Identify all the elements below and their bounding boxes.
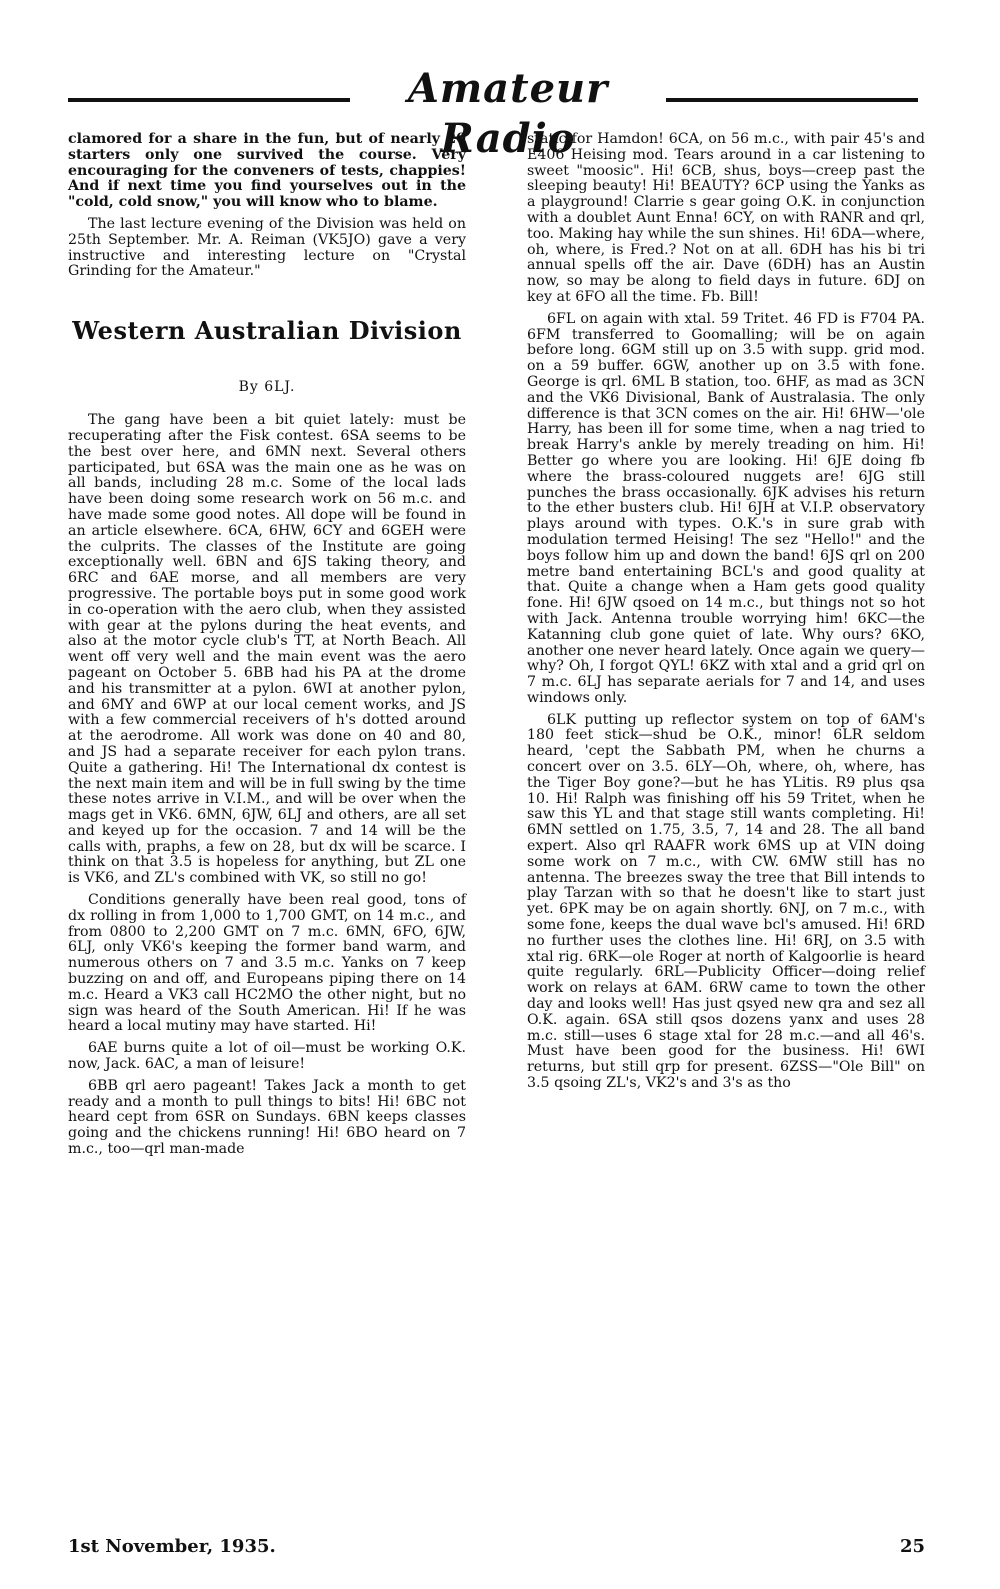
masthead [68,62,918,162]
section-heading: Western Australian Division [72,316,462,346]
lecture-paragraph: The last lecture evening of the Division was held on 25th September. Mr. A. Reiman (VK5JO) gave a very instructive and interesting lecture on "Crystal Grinding for the Amateur." [68,215,466,280]
article-paragraph: Conditions generally have been real good, tons of dx rolling in from 1,000 to 1,700 GMT, on 14 m.c., and from 0800 to 2,200 GMT on 7 m.c. 6MN, 6FO, 6JW, 6LJ, only VK6's keeping the former band warm, and numerous others on 7 and 3.5 m.c. Yanks on 7 keep buzzing on and off, and Europeans piping there on 14 m.c. Heard a VK3 call HC2MO the other night, but no sign was heard of the South American. Hi! If he was heard a local mutiny may have started. Hi! [68,892,466,1035]
article-paragraph: 6LK putting up reflector system on top of 6AM's 180 feet stick—shud be O.K., minor! 6LR seldom heard, 'cept the Sabbath PM, when he churns a concert over on 3.5. 6LY—Oh, where, oh, where, has the Tiger Boy gone?—but he has YLitis. R9 plus qsa 10. Hi! Ralph was finishing off his 59 Tritet, when he saw this YL and that stage still wants completing. Hi! 6MN settled on 1.75, 3.5, 7, 14 and 28. The all band expert. Also qrl RAAFR work 6MS up at VIN doing some work on 7 m.c., with CW. 6MW still has no antenna. The breezes sway the tree that Bill intends to play Tarzan with so that he doesn't like to start just yet. 6PK may be on again shortly. 6NJ, on 7 m.c., with some fone, keeps the dual wave bcl's amused. Hi! 6RD no further uses the clothes line. Hi! 6RJ, on 3.5 with xtal rig. 6RK—ole Roger at north of Kalgoorlie is heard quite regularly. 6RL—Publicity Officer—doing relief work on relays at 6AM. 6RW came to town the other day and looks well! Has just qsyed new qra and sez all O.K. again. 6SA still qsos dozens yanx and uses 28 m.c. still—uses 6 stage xtal for 28 m.c.—and all 46's. Must have been good for the business. Hi! 6WI returns, but still qrp for present. 6ZSS—"Ole Bill" on 3.5 qsoing ZL's, VK2's and 3's as tho [527,711,925,1092]
page-number: 25 [899,1536,925,1557]
article-paragraph: static for Hamdon! 6CA, on 56 m.c., with pair 45's and E406 Heising mod. Tears around in a car listening to sweet "moosic". Hi! 6CB, shus, boys—creep past the sleeping beauty! Hi! BEAUTY? 6CP using the Yanks as a playground! Clarrie s gear going O.K. in conjunction with a doublet Aunt Enna! 6CY, on with RANR and qrl, too. Making hay while the sun shines. Hi! 6DA—where, oh, where, is Fred.? Not on at all. 6DH has his bi tri annual spells off the air. Dave (6DH) has an Austin now, so may be along to field days in future. 6DJ on key at 6FO all the time. Fb. Bill! [527,131,925,305]
masthead-title: Amateur Radio [407,65,609,162]
article-paragraph: 6AE burns quite a lot of oil—must be working O.K. now, Jack. 6AC, a man of leisure! [68,1040,466,1073]
article-paragraph: 6FL on again with xtal. 59 Tritet. 46 FD is F704 PA. 6FM transferred to Goomalling; will be on again before long. 6GM still up on 3.5 with supp. grid mod. on a 59 buffer. 6GW, another up on 3.5 with fone. George is qrl. 6ML B station, too. 6HF, as mad as 3CN and the VK6 Divisional, Bank of Australasia. The only difference is that 3CN comes on the air. Hi! 6HW—'ole Harry, has been ill for some time, when a nag tried to break Harry's ankle by merely treading on him. Hi! Better go where you are looking. Hi! 6JE doing fb where the brass-coloured nuggets are! 6JG still punches the brass occasionally. 6JK advises his return to the ether busters club. Hi! 6JH at V.I.P. observatory plays around with types. O.K.'s in sure grab with modulation termed Heising! The sez "Hello!" and the boys follow him up and down the band! 6JS qrl on 200 metre band entertaining BCL's and good quality at that. Quite a change when a Ham gets good quality fone. Hi! 6JW qsoed on 14 m.c., but things not so hot with Jack. Antenna trouble worrying him! 6KC—the Katanning club gone quiet of late. Why ours? 6KO, another one never heard lately. Once again we query—why? Oh, I forgot QYL! 6KZ with xtal and a grid qrl on 7 m.c. 6LJ has separate aerials for 7 and 14, and uses windows only. [527,310,925,706]
page-footer [68,1536,925,1560]
left-column [68,132,466,1164]
article-paragraph: 6BB qrl aero pageant! Takes Jack a month to get ready and a month to pull things to bits! Hi! 6BC not heard cept from 6SR on Sundays. 6BN keeps classes going and the chickens running! Hi! 6BO heard on 7 m.c., too—qrl man-made [68,1077,466,1158]
masthead-rule-right [666,98,918,102]
byline: By 6LJ. [238,379,296,396]
right-column [527,132,925,1098]
masthead-rule-left [68,98,350,102]
intro-paragraph: clamored for a share in the fun, but of nearly 20 starters only one survived the course. Very encouraging for the conveners of tests, chappies! And if next time you find yourselves out in the "cold, cold snow," you will know who to blame. [68,131,466,211]
issue-date: 1st November, 1935. [68,1536,276,1557]
article-paragraph: The gang have been a bit quiet lately: must be recuperating after the Fisk contest. 6SA seems to be the best over here, and 6MN next. Several others participated, but 6SA was the main one as he was on all bands, including 28 m.c. Some of the local lads have been doing some research work on 56 m.c. and have made some good notes. All dope will be found in an article elsewhere. 6CA, 6HW, 6CY and 6GEH were the culprits. The classes of the Institute are going exceptionally well. 6BN and 6JS taking theory, and 6RC and 6AE morse, and all members are very progressive. The portable boys put in some good work in co-operation with the aero club, when they assisted with gear at the pylons during the heat events, and also at the motor cycle club's TT, at North Beach. All went off very well and the main event was the aero pageant on October 5. 6BB had his PA at the drome and his transmitter at a pylon. 6WI at another pylon, and 6MY and 6WP at our local cement works, and JS with a few commercial receivers of h's dotted around at the aerodrome. All work was done on 40 and 80, and JS had a separate receiver for each pylon trans. Quite a gathering. Hi! The International dx contest is the next main item and will be in full swing by the time these notes arrive in V.I.M., and will be over when the mags get in VK6. 6MN, 6JW, 6LJ and others, are all set and keyed up for the occasion. 7 and 14 will be the calls with, praphs, a few on 28, but dx will be scarce. I think on that 3.5 is hopeless for anything, but ZL one is VK6, and ZL's combined with VK, so still no go! [68,412,466,887]
